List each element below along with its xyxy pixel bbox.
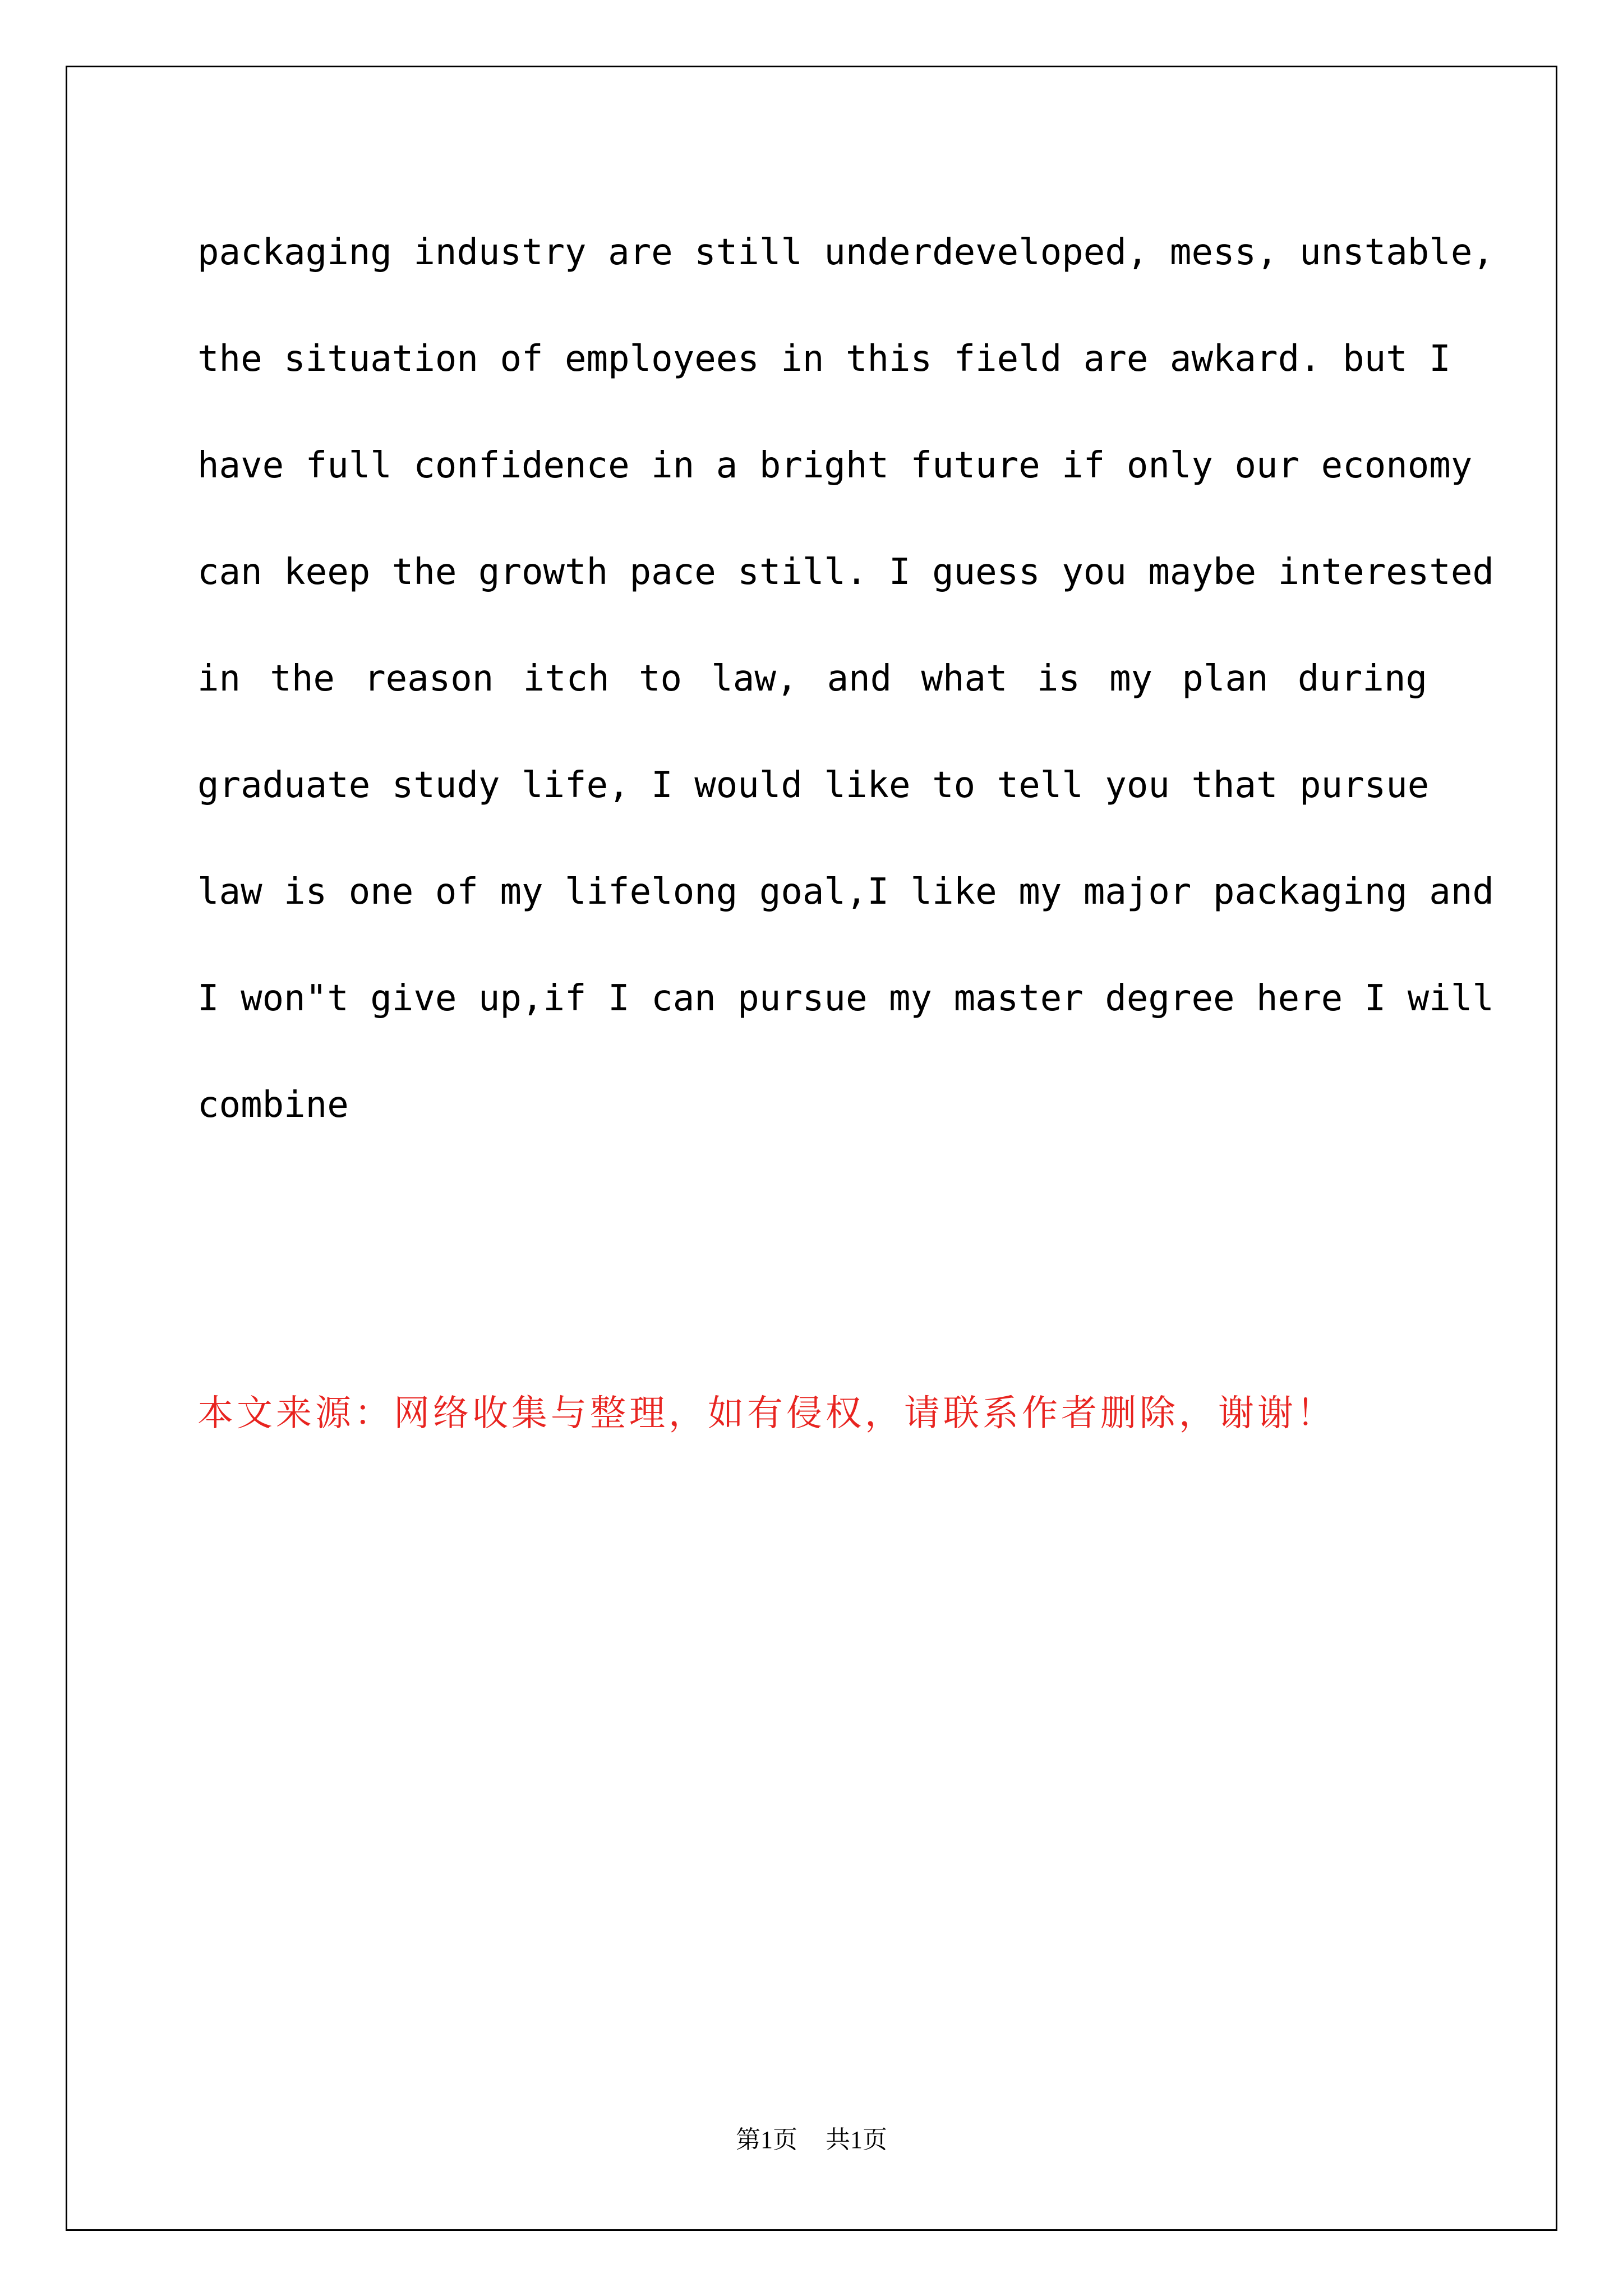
page-total: 共1页 — [826, 2126, 887, 2154]
body-line-4: can keep the growth pace still. I guess you maybe interested — [197, 551, 1494, 593]
source-notice: 本文来源：网络收集与整理，如有侵权，请联系作者删除，谢谢！ — [197, 1393, 1336, 1434]
body-line-1: packaging industry are still underdeveloped, mess, unstable, — [197, 232, 1494, 273]
page-number: 第1页 — [736, 2126, 797, 2154]
body-line-9: combine — [197, 1084, 349, 1126]
document-body — [197, 219, 1494, 1178]
body-line-3: have full confidence in a bright future if only our economy — [197, 445, 1473, 486]
body-line-7: law is one of my lifelong goal,I like my major packaging and — [197, 871, 1494, 913]
body-line-8: I won"t give up,if I can pursue my master degree here I will — [197, 978, 1494, 1019]
body-line-5: in the reason itch to law, and what is my plan during — [197, 658, 1427, 700]
body-line-2: the situation of employees in this field are awkard. but I — [197, 338, 1451, 380]
page-footer — [0, 2123, 1623, 2157]
body-line-6: graduate study life, I would like to tell you that pursue — [197, 765, 1430, 806]
